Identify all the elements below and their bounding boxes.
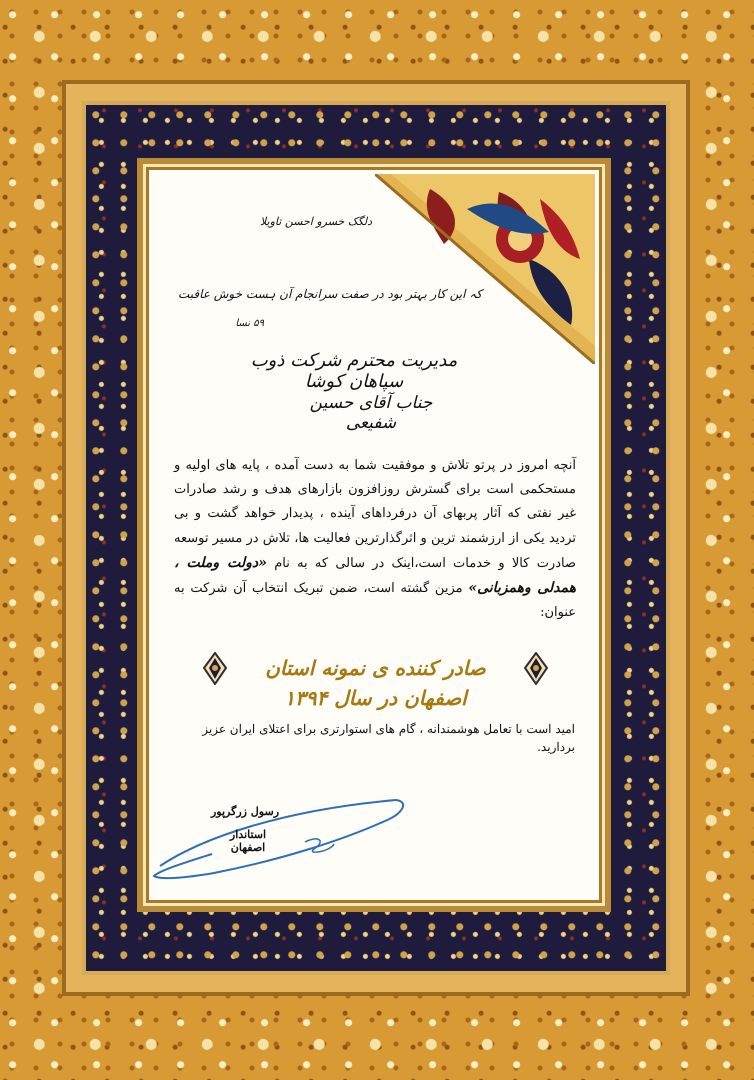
- verse-line: [178, 287, 482, 301]
- recipient-name: جناب آقای حسین شفیعی: [309, 393, 433, 433]
- closing-text: امید است با تعامل هوشمندانه ، گام های استوارتری برای اعتلای ایران عزیز بردارید.: [202, 722, 575, 754]
- signatory-title: استاندار اصفهان: [229, 828, 267, 854]
- body-after: مزین گشته است، ضمن تبریک انتخاب آن شرکت به عنوان:: [174, 581, 576, 621]
- body-intro: آنچه امروز در پرتو تلاش و موفقیت شما به دست آمده ، پایه های اولیه و مستحکمی است برای گسترش روزافزون بازارهای هدف و رشد صادرات غیر نفتی که آثار پربهای آن درفرداهای آینده ، پدیدار خواهد گشت و بی تردید یکی از ارزشمند ترین و اثرگذارترین فعالیت ها، تلاش در مسیر توسعه صادرت کالا و خدمات است،اینک در سالی که به نام: [174, 458, 576, 571]
- award-title: صادر کننده ی نمونه استان اصفهان در سال ۱۳۹۴: [265, 656, 486, 710]
- left-cartouche-icon: [203, 652, 227, 685]
- signature-mark: [150, 790, 420, 885]
- award-highlight-band: [203, 646, 548, 710]
- body-emphasis: «دولت وملت ، همدلی وهمزبانی»: [174, 554, 577, 597]
- recipient-title: مدیریت محترم شرکت ذوب سپاهان کوشا: [250, 350, 458, 392]
- verse-author: دلگک خسرو احسن تاویلا: [259, 215, 373, 228]
- signatory-name: رسول زرگرپور: [210, 805, 280, 818]
- certificate-body: [174, 454, 576, 625]
- right-cartouche-icon: [524, 652, 548, 685]
- corner-floral-ornament: [375, 174, 595, 364]
- verse-left: سرانجام آن ہست خوش عاقبت: [178, 287, 338, 301]
- verse-date: ۵۹ نسا: [235, 318, 264, 329]
- verse-right: کہ این کار بہتر بود در صفت: [340, 287, 482, 301]
